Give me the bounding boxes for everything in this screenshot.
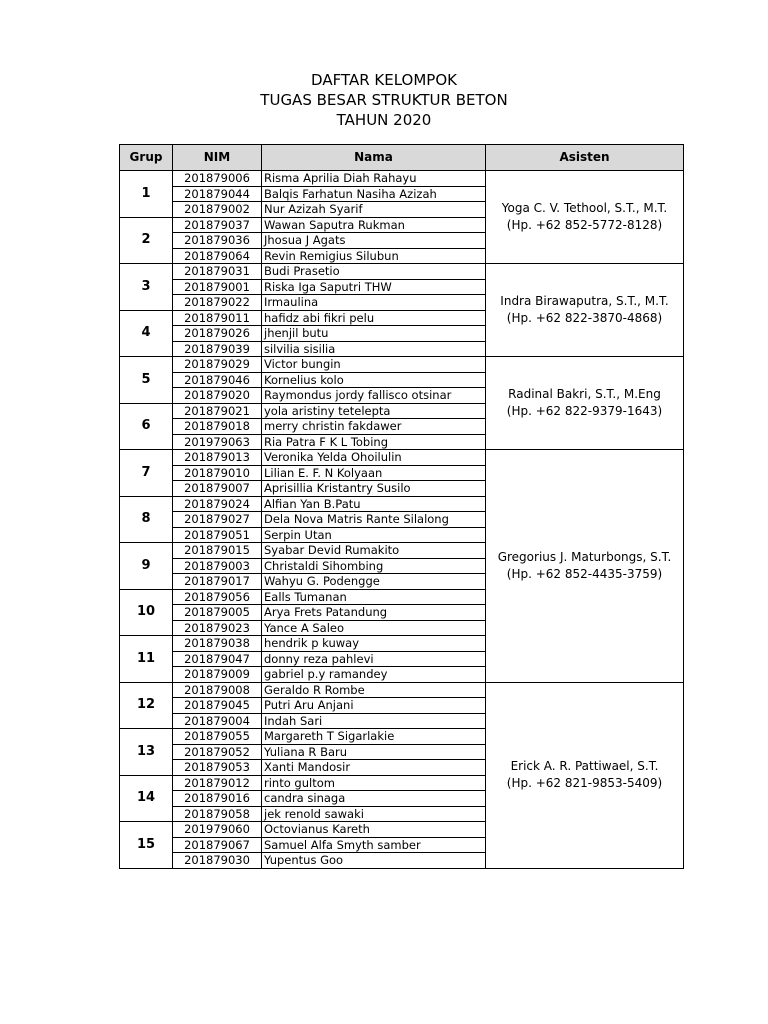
group-number: 7 bbox=[120, 450, 173, 497]
nim-cell: 201879020 bbox=[173, 388, 262, 404]
assistant-phone: (Hp. +62 852-4435-3759) bbox=[506, 566, 663, 581]
nim-cell: 201879064 bbox=[173, 248, 262, 264]
group-number: 14 bbox=[120, 775, 173, 822]
table-row bbox=[120, 450, 684, 466]
nim-cell: 201879015 bbox=[173, 543, 262, 559]
nim-cell: 201879053 bbox=[173, 760, 262, 776]
table-row bbox=[120, 357, 684, 373]
nim-cell: 201879021 bbox=[173, 403, 262, 419]
nim-cell: 201879007 bbox=[173, 481, 262, 497]
title-line-2: TUGAS BESAR STRUKTUR BETON bbox=[260, 91, 508, 109]
group-number: 10 bbox=[120, 589, 173, 636]
nim-cell: 201879016 bbox=[173, 791, 262, 807]
nim-cell: 201879008 bbox=[173, 682, 262, 698]
nim-cell: 201879031 bbox=[173, 264, 262, 280]
nim-cell: 201879005 bbox=[173, 605, 262, 621]
nama-cell: Raymondus jordy fallisco otsinar bbox=[262, 388, 486, 404]
nim-cell: 201879003 bbox=[173, 558, 262, 574]
nama-cell: Yance A Saleo bbox=[262, 620, 486, 636]
nama-cell: Ria Patra F K L Tobing bbox=[262, 434, 486, 450]
nama-cell: merry christin fakdawer bbox=[262, 419, 486, 435]
group-number: 13 bbox=[120, 729, 173, 776]
group-table bbox=[119, 144, 684, 869]
nama-cell: hendrik p kuway bbox=[262, 636, 486, 652]
header-asisten: Asisten bbox=[486, 145, 684, 171]
nama-cell: gabriel p.y ramandey bbox=[262, 667, 486, 683]
nim-cell: 201879006 bbox=[173, 171, 262, 187]
nama-cell: Veronika Yelda Ohoilulin bbox=[262, 450, 486, 466]
nim-cell: 201879012 bbox=[173, 775, 262, 791]
nama-cell: Jhosua J Agats bbox=[262, 233, 486, 249]
assistant-cell bbox=[486, 682, 684, 868]
title-line-3: TAHUN 2020 bbox=[336, 111, 432, 129]
header-nim: NIM bbox=[173, 145, 262, 171]
assistant-phone: (Hp. +62 821-9853-5409) bbox=[506, 776, 663, 790]
nim-cell: 201879018 bbox=[173, 419, 262, 435]
assistant-phone: (Hp. +62 822-3870-4868) bbox=[506, 311, 663, 325]
nama-cell: Budi Prasetio bbox=[262, 264, 486, 280]
group-number: 3 bbox=[120, 264, 173, 311]
nim-cell: 201879022 bbox=[173, 295, 262, 311]
nama-cell: Yupentus Goo bbox=[262, 853, 486, 869]
nim-cell: 201879045 bbox=[173, 698, 262, 714]
nama-cell: Octovianus Kareth bbox=[262, 822, 486, 838]
title-line-1: DAFTAR KELOMPOK bbox=[311, 71, 457, 89]
nim-cell: 201879036 bbox=[173, 233, 262, 249]
nim-cell: 201879052 bbox=[173, 744, 262, 760]
nama-cell: Alfian Yan B.Patu bbox=[262, 496, 486, 512]
nama-cell: Lilian E. F. N Kolyaan bbox=[262, 465, 486, 481]
table-body bbox=[120, 171, 684, 869]
nama-cell: Kornelius kolo bbox=[262, 372, 486, 388]
nim-cell: 201879002 bbox=[173, 202, 262, 218]
nama-cell: Victor bungin bbox=[262, 357, 486, 373]
assistant-phone: (Hp. +62 822-9379-1643) bbox=[506, 404, 663, 418]
nama-cell: yola aristiny tetelepta bbox=[262, 403, 486, 419]
group-number: 9 bbox=[120, 543, 173, 590]
nama-cell: Syabar Devid Rumakito bbox=[262, 543, 486, 559]
group-number: 12 bbox=[120, 682, 173, 729]
nim-cell: 201879017 bbox=[173, 574, 262, 590]
group-number: 4 bbox=[120, 310, 173, 357]
nama-cell: jhenjil butu bbox=[262, 326, 486, 342]
nama-cell: donny reza pahlevi bbox=[262, 651, 486, 667]
nama-cell: Margareth T Sigarlakie bbox=[262, 729, 486, 745]
nama-cell: Wahyu G. Podengge bbox=[262, 574, 486, 590]
group-number: 5 bbox=[120, 357, 173, 404]
nama-cell: Samuel Alfa Smyth samber bbox=[262, 837, 486, 853]
nim-cell: 201879038 bbox=[173, 636, 262, 652]
assistant-name: Indra Birawaputra, S.T., M.T. bbox=[500, 294, 669, 308]
group-number: 1 bbox=[120, 171, 173, 218]
nama-cell: jek renold sawaki bbox=[262, 806, 486, 822]
assistant-cell bbox=[486, 357, 684, 450]
nama-cell: Putri Aru Anjani bbox=[262, 698, 486, 714]
nim-cell: 201879051 bbox=[173, 527, 262, 543]
nim-cell: 201879044 bbox=[173, 186, 262, 202]
nim-cell: 201879004 bbox=[173, 713, 262, 729]
nim-cell: 201979060 bbox=[173, 822, 262, 838]
nim-cell: 201879030 bbox=[173, 853, 262, 869]
nama-cell: Risma Aprilia Diah Rahayu bbox=[262, 171, 486, 187]
nim-cell: 201879047 bbox=[173, 651, 262, 667]
nama-cell: candra sinaga bbox=[262, 791, 486, 807]
nama-cell: Arya Frets Patandung bbox=[262, 605, 486, 621]
nim-cell: 201879026 bbox=[173, 326, 262, 342]
nama-cell: Christaldi Sihombing bbox=[262, 558, 486, 574]
nim-cell: 201879037 bbox=[173, 217, 262, 233]
nama-cell: silvilia sisilia bbox=[262, 341, 486, 357]
nim-cell: 201879023 bbox=[173, 620, 262, 636]
nim-cell: 201979063 bbox=[173, 434, 262, 450]
nim-cell: 201879046 bbox=[173, 372, 262, 388]
nama-cell: Nur Azizah Syarif bbox=[262, 202, 486, 218]
assistant-cell bbox=[486, 171, 684, 264]
nama-cell: Wawan Saputra Rukman bbox=[262, 217, 486, 233]
group-number: 2 bbox=[120, 217, 173, 264]
nim-cell: 201879058 bbox=[173, 806, 262, 822]
nama-cell: Xanti Mandosir bbox=[262, 760, 486, 776]
group-number: 15 bbox=[120, 822, 173, 869]
nama-cell: Irmaulina bbox=[262, 295, 486, 311]
nama-cell: rinto gultom bbox=[262, 775, 486, 791]
nim-cell: 201879029 bbox=[173, 357, 262, 373]
nim-cell: 201879039 bbox=[173, 341, 262, 357]
nama-cell: Balqis Farhatun Nasiha Azizah bbox=[262, 186, 486, 202]
table-row bbox=[120, 682, 684, 698]
assistant-cell bbox=[486, 450, 684, 683]
nama-cell: Geraldo R Rombe bbox=[262, 682, 486, 698]
nim-cell: 201879009 bbox=[173, 667, 262, 683]
assistant-name: Yoga C. V. Tethool, S.T., M.T. bbox=[501, 201, 668, 215]
nama-cell: Revin Remigius Silubun bbox=[262, 248, 486, 264]
assistant-name: Gregorius J. Maturbongs, S.T. bbox=[497, 549, 672, 564]
nim-cell: 201879011 bbox=[173, 310, 262, 326]
nama-cell: Aprisillia Kristantry Susilo bbox=[262, 481, 486, 497]
nim-cell: 201879067 bbox=[173, 837, 262, 853]
nama-cell: Riska Iga Saputri THW bbox=[262, 279, 486, 295]
assistant-name: Erick A. R. Pattiwael, S.T. bbox=[510, 759, 659, 773]
nim-cell: 201879055 bbox=[173, 729, 262, 745]
group-number: 11 bbox=[120, 636, 173, 683]
assistant-name: Radinal Bakri, S.T., M.Eng bbox=[508, 387, 661, 401]
table-row bbox=[120, 171, 684, 187]
nama-cell: Indah Sari bbox=[262, 713, 486, 729]
nim-cell: 201879024 bbox=[173, 496, 262, 512]
nim-cell: 201879001 bbox=[173, 279, 262, 295]
nim-cell: 201879056 bbox=[173, 589, 262, 605]
nim-cell: 201879013 bbox=[173, 450, 262, 466]
header-nama: Nama bbox=[262, 145, 486, 171]
assistant-cell bbox=[486, 264, 684, 357]
header-grup: Grup bbox=[120, 145, 173, 171]
nim-cell: 201879027 bbox=[173, 512, 262, 528]
group-number: 8 bbox=[120, 496, 173, 543]
group-number: 6 bbox=[120, 403, 173, 450]
nama-cell: hafidz abi fikri pelu bbox=[262, 310, 486, 326]
table-header-row bbox=[120, 145, 684, 171]
nama-cell: Ealls Tumanan bbox=[262, 589, 486, 605]
table-row bbox=[120, 264, 684, 280]
assistant-phone: (Hp. +62 852-5772-8128) bbox=[506, 218, 663, 232]
nama-cell: Yuliana R Baru bbox=[262, 744, 486, 760]
nim-cell: 201879010 bbox=[173, 465, 262, 481]
nama-cell: Serpin Utan bbox=[262, 527, 486, 543]
nama-cell: Dela Nova Matris Rante Silalong bbox=[262, 512, 486, 528]
